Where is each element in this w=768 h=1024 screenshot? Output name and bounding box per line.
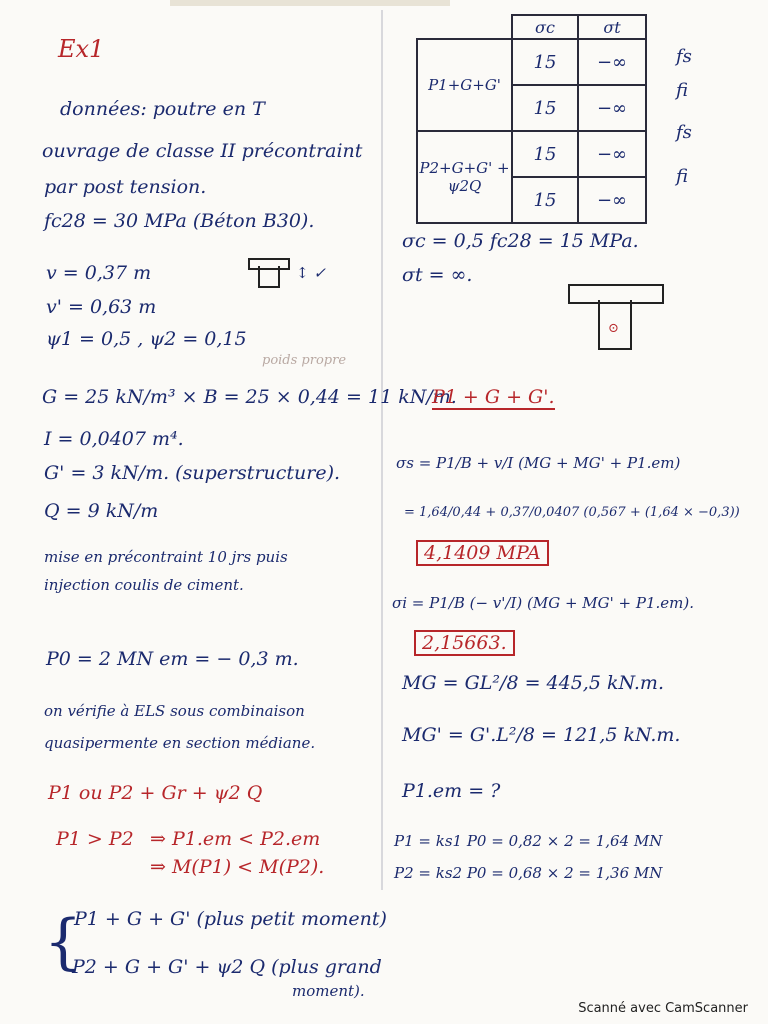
inertia-equation: I = 0,0407 m⁴. — [44, 428, 184, 450]
p0-equation: P0 = 2 MN em = − 0,3 m. — [46, 648, 299, 670]
scanner-watermark: Scanné avec CamScanner — [578, 1001, 748, 1016]
vprime-line: v' = 0,63 m — [46, 296, 157, 318]
col-header-sigma-t: σt — [578, 15, 646, 39]
tendon-marker-icon: ⊙ — [608, 321, 619, 336]
sigma-s-result: 4,1409 MPA — [416, 540, 549, 566]
stress-limits-table — [416, 14, 647, 224]
case-label: P1 + G + G'. — [432, 386, 555, 408]
data-intro: données: poutre en T — [60, 98, 265, 120]
limit-label: fi — [676, 166, 689, 187]
structure-class-line: ouvrage de classe II précontraint — [42, 140, 363, 162]
p1-em-question: P1.em = ? — [402, 780, 501, 802]
mise-line-1: mise en précontraint 10 jrs puis — [44, 548, 288, 566]
sigma-s-numeric: = 1,64/0,44 + 0,37/0,0407 (0,567 + (1,64 × −0,3)) — [404, 505, 740, 520]
p1-equation: P1 = ks1 P0 = 0,82 × 2 = 1,64 MN — [394, 832, 663, 850]
posttension-line: par post tension. — [44, 176, 207, 198]
mg-equation: MG = GL²/8 = 445,5 kN.m. — [402, 672, 664, 694]
case-1: P1 + G + G' (plus petit moment) — [74, 908, 387, 930]
p2-equation: P2 = ks2 P0 = 0,68 × 2 = 1,36 MN — [394, 864, 663, 882]
table-cell: −∞ — [578, 131, 646, 177]
psi-line: ψ1 = 0,5 , ψ2 = 0,15 — [46, 328, 247, 350]
sigma-i-formula: σi = P1/B (− v'/I) (MG + MG' + P1.em). — [392, 594, 694, 612]
inequality-moments: ⇒ P1.em < P2.em — [150, 828, 321, 850]
curly-brace-icon: { — [44, 907, 83, 977]
limit-label: fs — [676, 122, 692, 143]
table-cell: 15 — [512, 177, 578, 223]
limit-label: fs — [676, 46, 692, 67]
gprime-equation: G' = 3 kN/m. (superstructure). — [44, 462, 341, 484]
row-label-case-1: P1+G+G' — [417, 39, 512, 131]
sigma-c-equation: σc = 0,5 fc28 = 15 MPa. — [402, 230, 639, 252]
table-cell: 15 — [512, 131, 578, 177]
table-cell: 15 — [512, 39, 578, 85]
table-cell: −∞ — [578, 85, 646, 131]
checkmark-icon: ↕ ✓ — [296, 264, 326, 282]
load-combination: P1 ou P2 + Gr + ψ2 Q — [48, 782, 263, 804]
verification-line-2: quasipermente en section médiane. — [44, 734, 316, 752]
top-edge-shadow — [170, 0, 450, 6]
g-equation: G = 25 kN/m³ × B = 25 × 0,44 = 11 kN/m. — [42, 386, 457, 408]
case-2: P2 + G + G' + ψ2 Q (plus grand — [72, 956, 382, 978]
inequality-p1-p2: P1 > P2 — [56, 828, 134, 850]
table-cell: 15 — [512, 85, 578, 131]
col-header-sigma-c: σc — [512, 15, 578, 39]
v-line: v = 0,37 m — [46, 262, 152, 284]
sigma-s-formula: σs = P1/B + v/I (MG + MG' + P1.em) — [396, 454, 681, 472]
exercise-title: Ex1 — [58, 35, 105, 63]
verification-line-1: on vérifie à ELS sous combinaison — [44, 702, 305, 720]
case-2-continued: moment). — [292, 982, 365, 1000]
q-equation: Q = 9 kN/m — [44, 500, 159, 522]
inequality-m: ⇒ M(P1) < M(P2). — [150, 856, 325, 878]
sigma-t-equation: σt = ∞. — [402, 264, 473, 286]
table-cell: −∞ — [578, 177, 646, 223]
mgprime-equation: MG' = G'.L²/8 = 121,5 kN.m. — [402, 724, 681, 746]
t-section-sketch-web — [258, 266, 280, 288]
row-label-case-2: P2+G+G' + ψ2Q — [417, 131, 512, 223]
limit-label: fi — [676, 80, 689, 101]
table-cell: −∞ — [578, 39, 646, 85]
page-center-fold — [381, 10, 383, 890]
sigma-i-result: 2,15663. — [414, 630, 515, 656]
poids-propre-note: poids propre — [262, 353, 347, 368]
mise-line-2: injection coulis de ciment. — [44, 576, 244, 594]
fc28-line: fc28 = 30 MPa (Béton B30). — [44, 210, 315, 232]
